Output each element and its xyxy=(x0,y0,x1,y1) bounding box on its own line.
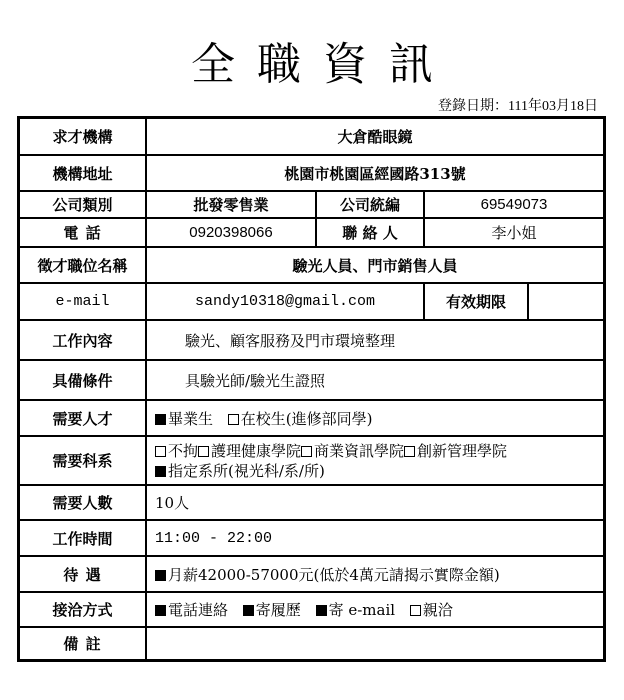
label-position: 徵才職位名稱 xyxy=(19,247,146,283)
value-hours: 11:00 - 22:00 xyxy=(146,520,604,556)
label-org: 求才機構 xyxy=(19,118,146,155)
department-options xyxy=(146,436,604,485)
unchecked-checkbox[interactable] xyxy=(301,446,312,457)
option-label: 不拘 xyxy=(168,441,199,460)
apply-option-in-person[interactable] xyxy=(410,601,453,619)
unchecked-checkbox[interactable] xyxy=(410,605,421,616)
unchecked-checkbox[interactable] xyxy=(404,446,415,457)
row-email xyxy=(19,283,604,320)
label-address: 機構地址 xyxy=(19,155,146,191)
checked-checkbox[interactable] xyxy=(155,466,166,477)
department-option-specified[interactable] xyxy=(155,462,325,480)
label-tax-id: 公司統編 xyxy=(316,191,424,218)
row-phone xyxy=(19,218,604,247)
apply-option-resume[interactable] xyxy=(243,601,301,619)
value-content: 驗光、顧客服務及門市環境整理 xyxy=(146,320,604,360)
checked-checkbox[interactable] xyxy=(243,605,254,616)
value-org: 大倉酷眼鏡 xyxy=(146,118,604,155)
label-valid: 有效期限 xyxy=(424,283,528,320)
value-tax-id: 69549073 xyxy=(424,191,604,218)
option-label: 畢業生 xyxy=(168,409,214,428)
option-label: 月薪42000-57000元(低於4萬元請揭示實際金額) xyxy=(168,565,500,584)
registration-date: 登錄日期：111年03月18日 xyxy=(438,99,598,114)
option-label: 電話連絡 xyxy=(168,601,229,619)
label-talent: 需要人才 xyxy=(19,400,146,436)
value-contact: 李小姐 xyxy=(424,218,604,247)
checked-checkbox[interactable] xyxy=(155,414,166,425)
department-option-innovation[interactable] xyxy=(404,442,507,460)
option-label: 寄 e-mail xyxy=(328,601,396,619)
row-department xyxy=(19,436,604,485)
label-company-type: 公司類別 xyxy=(19,191,146,218)
row-talent xyxy=(19,400,604,436)
row-org xyxy=(19,118,604,155)
row-headcount xyxy=(19,485,604,520)
unchecked-checkbox[interactable] xyxy=(198,446,209,457)
option-label: 在校生(進修部同學) xyxy=(240,409,373,428)
label-headcount: 需要人數 xyxy=(19,485,146,520)
label-department: 需要科系 xyxy=(19,436,146,485)
row-address xyxy=(19,155,604,191)
talent-option-student[interactable] xyxy=(228,410,373,428)
department-option-nursing[interactable] xyxy=(198,442,301,460)
talent-options xyxy=(146,400,604,436)
option-label: 護理健康學院 xyxy=(211,441,302,460)
row-qualification xyxy=(19,360,604,400)
label-contact: 聯 絡 人 xyxy=(316,218,424,247)
value-valid xyxy=(528,283,604,320)
option-label: 親洽 xyxy=(422,601,453,619)
label-content: 工作內容 xyxy=(19,320,146,360)
value-email: sandy10318@gmail.com xyxy=(146,283,424,320)
apply-option-email[interactable] xyxy=(316,601,395,619)
value-company-type: 批發零售業 xyxy=(146,191,316,218)
row-position xyxy=(19,247,604,283)
apply-options xyxy=(146,592,604,627)
checked-checkbox[interactable] xyxy=(316,605,327,616)
salary-option-monthly[interactable] xyxy=(155,566,500,584)
value-address: 桃園市桃園區經國路313號 xyxy=(146,155,604,191)
checked-checkbox[interactable] xyxy=(155,570,166,581)
apply-option-phone[interactable] xyxy=(155,601,228,619)
department-option-any[interactable] xyxy=(155,442,198,460)
unchecked-checkbox[interactable] xyxy=(155,446,166,457)
option-label: 指定系所(視光科/系/所) xyxy=(168,461,325,480)
row-salary xyxy=(19,556,604,592)
option-label: 創新管理學院 xyxy=(417,441,508,460)
value-qualification: 具驗光師/驗光生證照 xyxy=(146,360,604,400)
row-hours xyxy=(19,520,604,556)
salary-options xyxy=(146,556,604,592)
checked-checkbox[interactable] xyxy=(155,605,166,616)
value-position: 驗光人員、門市銷售人員 xyxy=(146,247,604,283)
talent-option-graduate[interactable] xyxy=(155,410,213,428)
value-headcount: 10人 xyxy=(146,485,604,520)
unchecked-checkbox[interactable] xyxy=(228,414,239,425)
page-title: 全職資訊 xyxy=(191,39,455,90)
row-apply xyxy=(19,592,604,627)
label-remarks: 備 註 xyxy=(19,627,146,660)
department-option-business[interactable] xyxy=(301,442,404,460)
value-phone: 0920398066 xyxy=(146,218,316,247)
value-remarks xyxy=(146,627,604,660)
label-hours: 工作時間 xyxy=(19,520,146,556)
option-label: 寄履歷 xyxy=(255,601,301,619)
row-content xyxy=(19,320,604,360)
row-company-type xyxy=(19,191,604,218)
label-phone: 電 話 xyxy=(19,218,146,247)
label-salary: 待 遇 xyxy=(19,556,146,592)
row-remarks xyxy=(19,627,604,660)
label-apply: 接洽方式 xyxy=(19,592,146,627)
option-label: 商業資訊學院 xyxy=(314,441,405,460)
job-info-table xyxy=(17,116,606,662)
label-email: e-mail xyxy=(19,283,146,320)
label-qualification: 具備條件 xyxy=(19,360,146,400)
